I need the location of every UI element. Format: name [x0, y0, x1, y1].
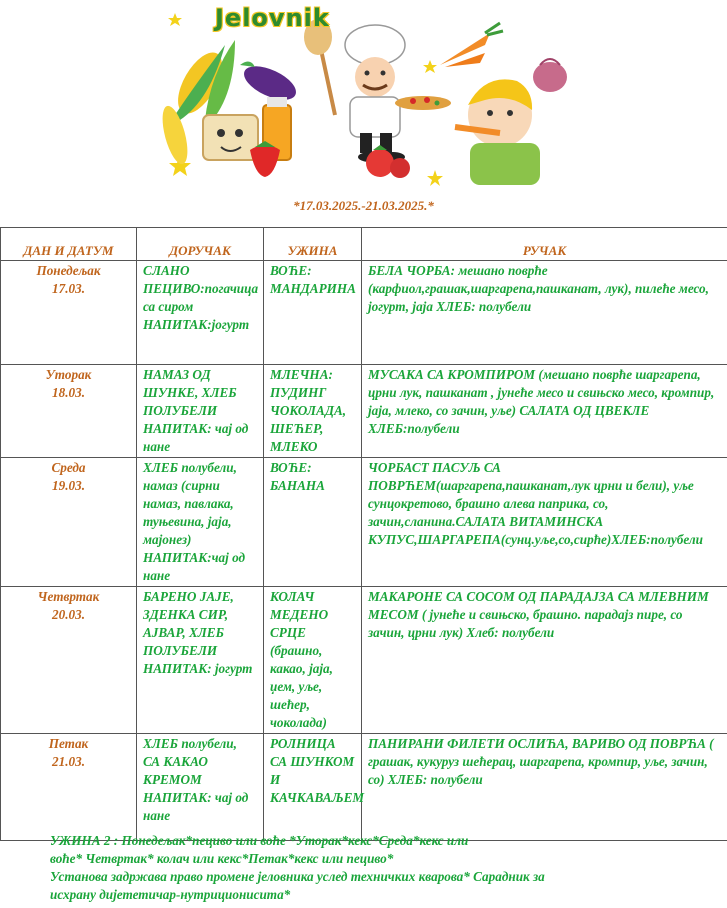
breakfast-cell: ХЛЕБ полубели, намаз (сирни намаз, павлака, туњевина, јаја, мајонез) НАПИТАК:чај од нане: [137, 458, 264, 587]
day-cell: [1, 458, 137, 587]
menu-table: [0, 227, 727, 841]
day-date: 20.03.: [52, 607, 85, 622]
chef-icon: [304, 19, 451, 162]
carrot-icon: [440, 23, 503, 67]
lunch-cell: МУСАКА СА КРОМПИРОМ (мешано поврће шаргарепа, црни лук, пашканат , јунеће месо и свињско месо, кромпир, јаја, млеко, со зачин, уље) САЛАТА ОД ЦВЕКЛЕ ХЛЕБ:полубели: [362, 365, 727, 458]
food-illustration: [155, 5, 575, 190]
day-name: Понедељак: [36, 263, 101, 278]
day-date: 18.03.: [52, 385, 85, 400]
snack-cell: КОЛАЧ МЕДЕНО СРЦЕ (брашно, какао, јаја, џем, уље, шећер, чоколада): [264, 587, 362, 734]
snack-cell: ВОЋЕ: БАНАНА: [264, 458, 362, 587]
onion-icon: [533, 59, 567, 92]
lunch-cell: МАКАРОНЕ СА СОСОМ ОД ПАРАДАЈЗА СА МЛЕВНИМ МЕСОМ ( јунеће и свињско, брашно. парадајз пире, со зачин, црни лук) Хлеб: полубели: [362, 587, 727, 734]
child-icon: [455, 79, 540, 185]
snack-cell: РОЛНИЦА СА ШУНКОМ И КАЧКАВАЉЕМ: [264, 734, 362, 841]
day-name: Петак: [48, 736, 89, 751]
table-row: [1, 458, 727, 587]
day-cell: [1, 587, 137, 734]
table-header-row: [1, 228, 727, 261]
table-row: [1, 734, 727, 841]
column-header-breakfast: ДОРУЧАК: [137, 228, 264, 261]
page-title: Jelovnik: [215, 4, 330, 32]
table-row: [1, 587, 727, 734]
column-header-day: ДАН И ДАТУМ: [1, 228, 137, 261]
day-cell: [1, 261, 137, 365]
footer-line: Установа задржава право промене јеловника услед техничких кварова* Сарадник за: [50, 869, 545, 884]
day-cell: [1, 365, 137, 458]
footer-line: исхрану дијететичар-нутриционисита*: [50, 887, 291, 902]
footer-line: УЖИНА 2 : Понедељак*пециво или воће *Уторак*кекс*Среда*кекс или: [50, 833, 469, 848]
breakfast-cell: БАРЕНО ЈАЈЕ, ЗДЕНКА СИР, АЈВАР, ХЛЕБ ПОЛУБЕЛИ НАПИТАК: јогурт: [137, 587, 264, 734]
breakfast-cell: СЛАНО ПЕЦИВО:погачица са сиром НАПИТАК:јогурт: [137, 261, 264, 365]
footer-notes: [50, 832, 690, 904]
column-header-lunch: РУЧАК: [362, 228, 727, 261]
corn-icon: [169, 40, 235, 123]
day-date: 19.03.: [52, 478, 85, 493]
lunch-cell: БЕЛА ЧОРБА: мешано поврће (карфиол,грашак,шаргарепа,пашканат, лук), пилеће месо, јогурт, јаја ХЛЕБ: полубели: [362, 261, 727, 365]
day-name: Четвртак: [37, 589, 100, 604]
day-name: Уторак: [45, 367, 92, 382]
snack-cell: МЛЕЧНА: ПУДИНГ ЧОКОЛАДА, ШЕЋЕР, МЛЕКО: [264, 365, 362, 458]
breakfast-cell: НАМАЗ ОД ШУНКЕ, ХЛЕБ ПОЛУБЕЛИ НАПИТАК: чај од нане: [137, 365, 264, 458]
footer-line: воће* Четвртак* колач или кекс*Петак*кекс или пециво*: [50, 851, 394, 866]
table-row: [1, 261, 727, 365]
date-range: *17.03.2025.-21.03.2025.*: [293, 198, 434, 213]
day-date: 17.03.: [52, 281, 85, 296]
day-date: 21.03.: [52, 754, 85, 769]
day-name: Среда: [51, 460, 86, 475]
day-cell: [1, 734, 137, 841]
breakfast-cell: ХЛЕБ полубели, СА КАКАО КРЕМОМ НАПИТАК: чај од нане: [137, 734, 264, 841]
lunch-cell: ЧОРБАСТ ПАСУЉ СА ПОВРЋЕМ(шаргарепа,пашканат,лук црни и бели), уље сунцокретово, брашно алева паприка, со, зачин,сланина.САЛАТА ВИТАМИНСКА КУПУС,ШАРГАРЕПА(сунц.уље,со,сирће)ХЛЕБ:полубели: [362, 458, 727, 587]
column-header-snack: УЖИНА: [264, 228, 362, 261]
table-row: [1, 365, 727, 458]
snack-cell: ВОЋЕ: МАНДАРИНА: [264, 261, 362, 365]
lunch-cell: ПАНИРАНИ ФИЛЕТИ ОСЛИЋА, ВАРИВО ОД ПОВРЋА ( грашак, кукуруз шећерац, шаргарепа, кромпир, уље, зачин, со) ХЛЕБ: полубели: [362, 734, 727, 841]
